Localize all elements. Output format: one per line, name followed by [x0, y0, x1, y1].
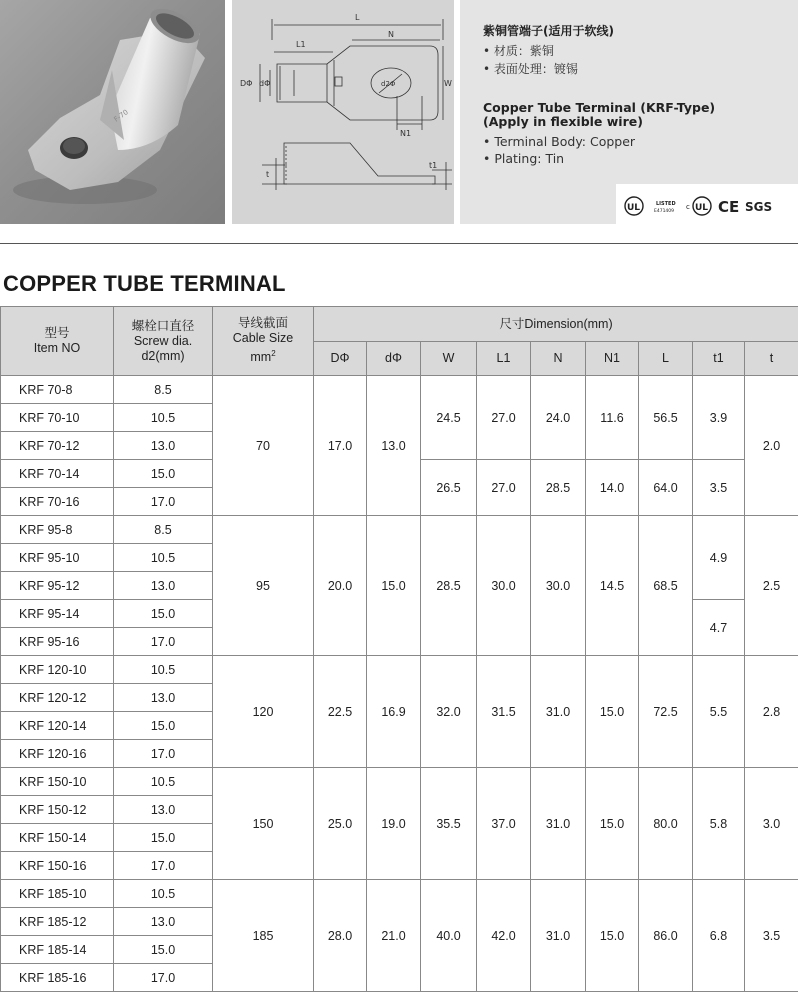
- dim-L1: 27.0: [477, 460, 531, 516]
- product-header: [0, 0, 798, 226]
- cable-size: 120: [213, 656, 314, 768]
- dim-W: 28.5: [421, 516, 477, 656]
- dim-L1: 27.0: [477, 376, 531, 460]
- bullet: •: [483, 44, 491, 58]
- dim-L: 86.0: [639, 880, 693, 992]
- col-header-item: 型号 Item NO: [1, 307, 114, 376]
- dim-t: 3.0: [745, 768, 798, 880]
- dim-label-W: W: [444, 79, 452, 88]
- en-plating: • Plating: Tin: [483, 151, 565, 166]
- item-no: KRF 120-10: [1, 656, 114, 684]
- col-header-DPhi: DΦ: [314, 342, 367, 376]
- dim-label-L1: L1: [296, 40, 306, 49]
- dim-L1: 31.5: [477, 656, 531, 768]
- screw-dia: 10.5: [114, 544, 213, 572]
- screw-dia: 13.0: [114, 432, 213, 460]
- dim-t1: 4.9: [693, 516, 745, 600]
- item-no: KRF 120-14: [1, 712, 114, 740]
- screw-dia: 13.0: [114, 908, 213, 936]
- dim-label-N1: N1: [400, 129, 412, 138]
- dim-N1: 11.6: [586, 376, 639, 460]
- dim-L: 56.5: [639, 376, 693, 460]
- screw-dia: 17.0: [114, 740, 213, 768]
- item-no: KRF 95-10: [1, 544, 114, 572]
- screw-dia: 10.5: [114, 768, 213, 796]
- photo-stamp: F-70: [112, 108, 130, 124]
- dim-t: 3.5: [745, 880, 798, 992]
- dim-W: 35.5: [421, 768, 477, 880]
- table-row: [1, 880, 798, 908]
- dim-t1: 3.9: [693, 376, 745, 460]
- dim-N: 31.0: [531, 656, 586, 768]
- screw-dia: 13.0: [114, 572, 213, 600]
- item-no: KRF 95-8: [1, 516, 114, 544]
- screw-dia: 17.0: [114, 964, 213, 992]
- cul-mark-icon: [686, 197, 711, 215]
- dim-N1: 15.0: [586, 768, 639, 880]
- dim-label-N: N: [388, 30, 394, 39]
- item-no: KRF 185-10: [1, 880, 114, 908]
- table-row: [1, 376, 798, 404]
- bullet: •: [483, 151, 491, 166]
- col-header-screw: 螺栓口直径 Screw dia. d2(mm): [114, 307, 213, 376]
- listed-text: LISTED: [656, 201, 676, 207]
- col-header-N1: N1: [586, 342, 639, 376]
- en-title: Copper Tube Terminal (KRF-Type) (Apply in flexible wire): [483, 100, 716, 129]
- dim-DPhi: 28.0: [314, 880, 367, 992]
- section-divider: [0, 243, 798, 244]
- item-no: KRF 70-12: [1, 432, 114, 460]
- page-title: COPPER TUBE TERMINAL: [3, 271, 286, 296]
- screw-dia: 8.5: [114, 376, 213, 404]
- col-header-cable: 导线截面 Cable Size $mm^2$: [213, 307, 314, 376]
- screw-dia: 15.0: [114, 936, 213, 964]
- dim-dPhi: 15.0: [367, 516, 421, 656]
- dim-DPhi: 20.0: [314, 516, 367, 656]
- dim-L: 80.0: [639, 768, 693, 880]
- item-no: KRF 70-8: [1, 376, 114, 404]
- dim-dPhi: 16.9: [367, 656, 421, 768]
- item-no: KRF 150-10: [1, 768, 114, 796]
- col-header-L: L: [639, 342, 693, 376]
- screw-dia: 17.0: [114, 488, 213, 516]
- dim-t1: 5.8: [693, 768, 745, 880]
- ul-mark-icon: [625, 197, 643, 215]
- screw-dia: 15.0: [114, 824, 213, 852]
- dim-t1: 4.7: [693, 600, 745, 656]
- dim-L: 72.5: [639, 656, 693, 768]
- svg-text:c: c: [686, 203, 690, 211]
- dim-N: 31.0: [531, 768, 586, 880]
- col-header-L1: L1: [477, 342, 531, 376]
- col-header-dPhi: dΦ: [367, 342, 421, 376]
- cable-size: 150: [213, 768, 314, 880]
- cn-plating: • 表面处理：镀锡: [483, 62, 578, 76]
- terminal-photo-illustration: [0, 0, 225, 224]
- item-no: KRF 185-14: [1, 936, 114, 964]
- technical-drawing: [232, 0, 454, 224]
- dim-W: 24.5: [421, 376, 477, 460]
- col-header-N: N: [531, 342, 586, 376]
- dim-W: 40.0: [421, 880, 477, 992]
- screw-dia: 10.5: [114, 880, 213, 908]
- dim-N: 24.0: [531, 376, 586, 460]
- table-row: [1, 768, 798, 796]
- screw-dia: 10.5: [114, 404, 213, 432]
- product-info-panel: [460, 0, 798, 224]
- svg-text:UL: UL: [695, 203, 709, 213]
- item-no: KRF 150-12: [1, 796, 114, 824]
- item-no: KRF 185-12: [1, 908, 114, 936]
- cn-material: • 材质：紫铜: [483, 44, 554, 58]
- dim-t: 2.0: [745, 376, 798, 516]
- dim-L1: 30.0: [477, 516, 531, 656]
- dim-N1: 14.5: [586, 516, 639, 656]
- table-row: [1, 516, 798, 544]
- dim-label-t: t: [266, 170, 270, 179]
- col-header-dimension: 尺寸Dimension(mm): [314, 307, 798, 342]
- dim-L: 68.5: [639, 516, 693, 656]
- dim-DPhi: 22.5: [314, 656, 367, 768]
- listed-number: E471409: [654, 209, 675, 214]
- dim-W: 26.5: [421, 460, 477, 516]
- cable-size: 95: [213, 516, 314, 656]
- item-no: KRF 70-16: [1, 488, 114, 516]
- screw-dia: 13.0: [114, 684, 213, 712]
- item-no: KRF 70-10: [1, 404, 114, 432]
- item-no: KRF 95-12: [1, 572, 114, 600]
- bullet: •: [483, 134, 491, 149]
- cable-size: 70: [213, 376, 314, 516]
- dim-label-t1: t1: [429, 161, 438, 170]
- item-no: KRF 70-14: [1, 460, 114, 488]
- col-header-W: W: [421, 342, 477, 376]
- dim-N: 31.0: [531, 880, 586, 992]
- dim-dPhi: 21.0: [367, 880, 421, 992]
- screw-dia: 8.5: [114, 516, 213, 544]
- bullet: •: [483, 62, 491, 76]
- dim-t: 2.8: [745, 656, 798, 768]
- dim-N: 30.0: [531, 516, 586, 656]
- dim-label-d2: d2Φ: [381, 80, 396, 88]
- col-header-t1: t1: [693, 342, 745, 376]
- cable-size: 185: [213, 880, 314, 992]
- product-photo: [0, 0, 225, 224]
- dim-t: 2.5: [745, 516, 798, 656]
- item-no: KRF 150-16: [1, 852, 114, 880]
- col-header-t: t: [745, 342, 798, 376]
- dim-DPhi: 25.0: [314, 768, 367, 880]
- item-no: KRF 150-14: [1, 824, 114, 852]
- dim-N1: 15.0: [586, 880, 639, 992]
- screw-dia: 17.0: [114, 628, 213, 656]
- item-no: KRF 95-16: [1, 628, 114, 656]
- dim-L: 64.0: [639, 460, 693, 516]
- screw-dia: 15.0: [114, 712, 213, 740]
- sgs-mark-icon: SGS: [745, 200, 773, 214]
- en-body: • Terminal Body: Copper: [483, 134, 636, 149]
- dim-W: 32.0: [421, 656, 477, 768]
- screw-dia: 15.0: [114, 460, 213, 488]
- table-row: [1, 656, 798, 684]
- dim-N1: 15.0: [586, 656, 639, 768]
- dim-label-L: L: [355, 13, 360, 22]
- dim-t1: 3.5: [693, 460, 745, 516]
- screw-dia: 17.0: [114, 852, 213, 880]
- ce-mark-icon: CE: [718, 198, 740, 216]
- dim-t1: 6.8: [693, 880, 745, 992]
- item-no: KRF 120-16: [1, 740, 114, 768]
- dim-dPhi: 13.0: [367, 376, 421, 516]
- certification-badges: [616, 184, 798, 224]
- item-no: KRF 120-12: [1, 684, 114, 712]
- screw-dia: 10.5: [114, 656, 213, 684]
- svg-text:UL: UL: [627, 203, 641, 213]
- cn-title: 紫铜管端子(适用于软线): [483, 24, 614, 38]
- spec-table: [0, 306, 798, 992]
- screw-dia: 13.0: [114, 796, 213, 824]
- dim-L1: 37.0: [477, 768, 531, 880]
- screw-dia: 15.0: [114, 600, 213, 628]
- dim-t1: 5.5: [693, 656, 745, 768]
- item-no: KRF 95-14: [1, 600, 114, 628]
- dim-dPhi: 19.0: [367, 768, 421, 880]
- dim-N1: 14.0: [586, 460, 639, 516]
- item-no: KRF 185-16: [1, 964, 114, 992]
- dim-DPhi: 17.0: [314, 376, 367, 516]
- dim-N: 28.5: [531, 460, 586, 516]
- dim-L1: 42.0: [477, 880, 531, 992]
- dim-label-dPhi: dΦ: [259, 79, 271, 88]
- dim-label-DPhi: DΦ: [240, 79, 253, 88]
